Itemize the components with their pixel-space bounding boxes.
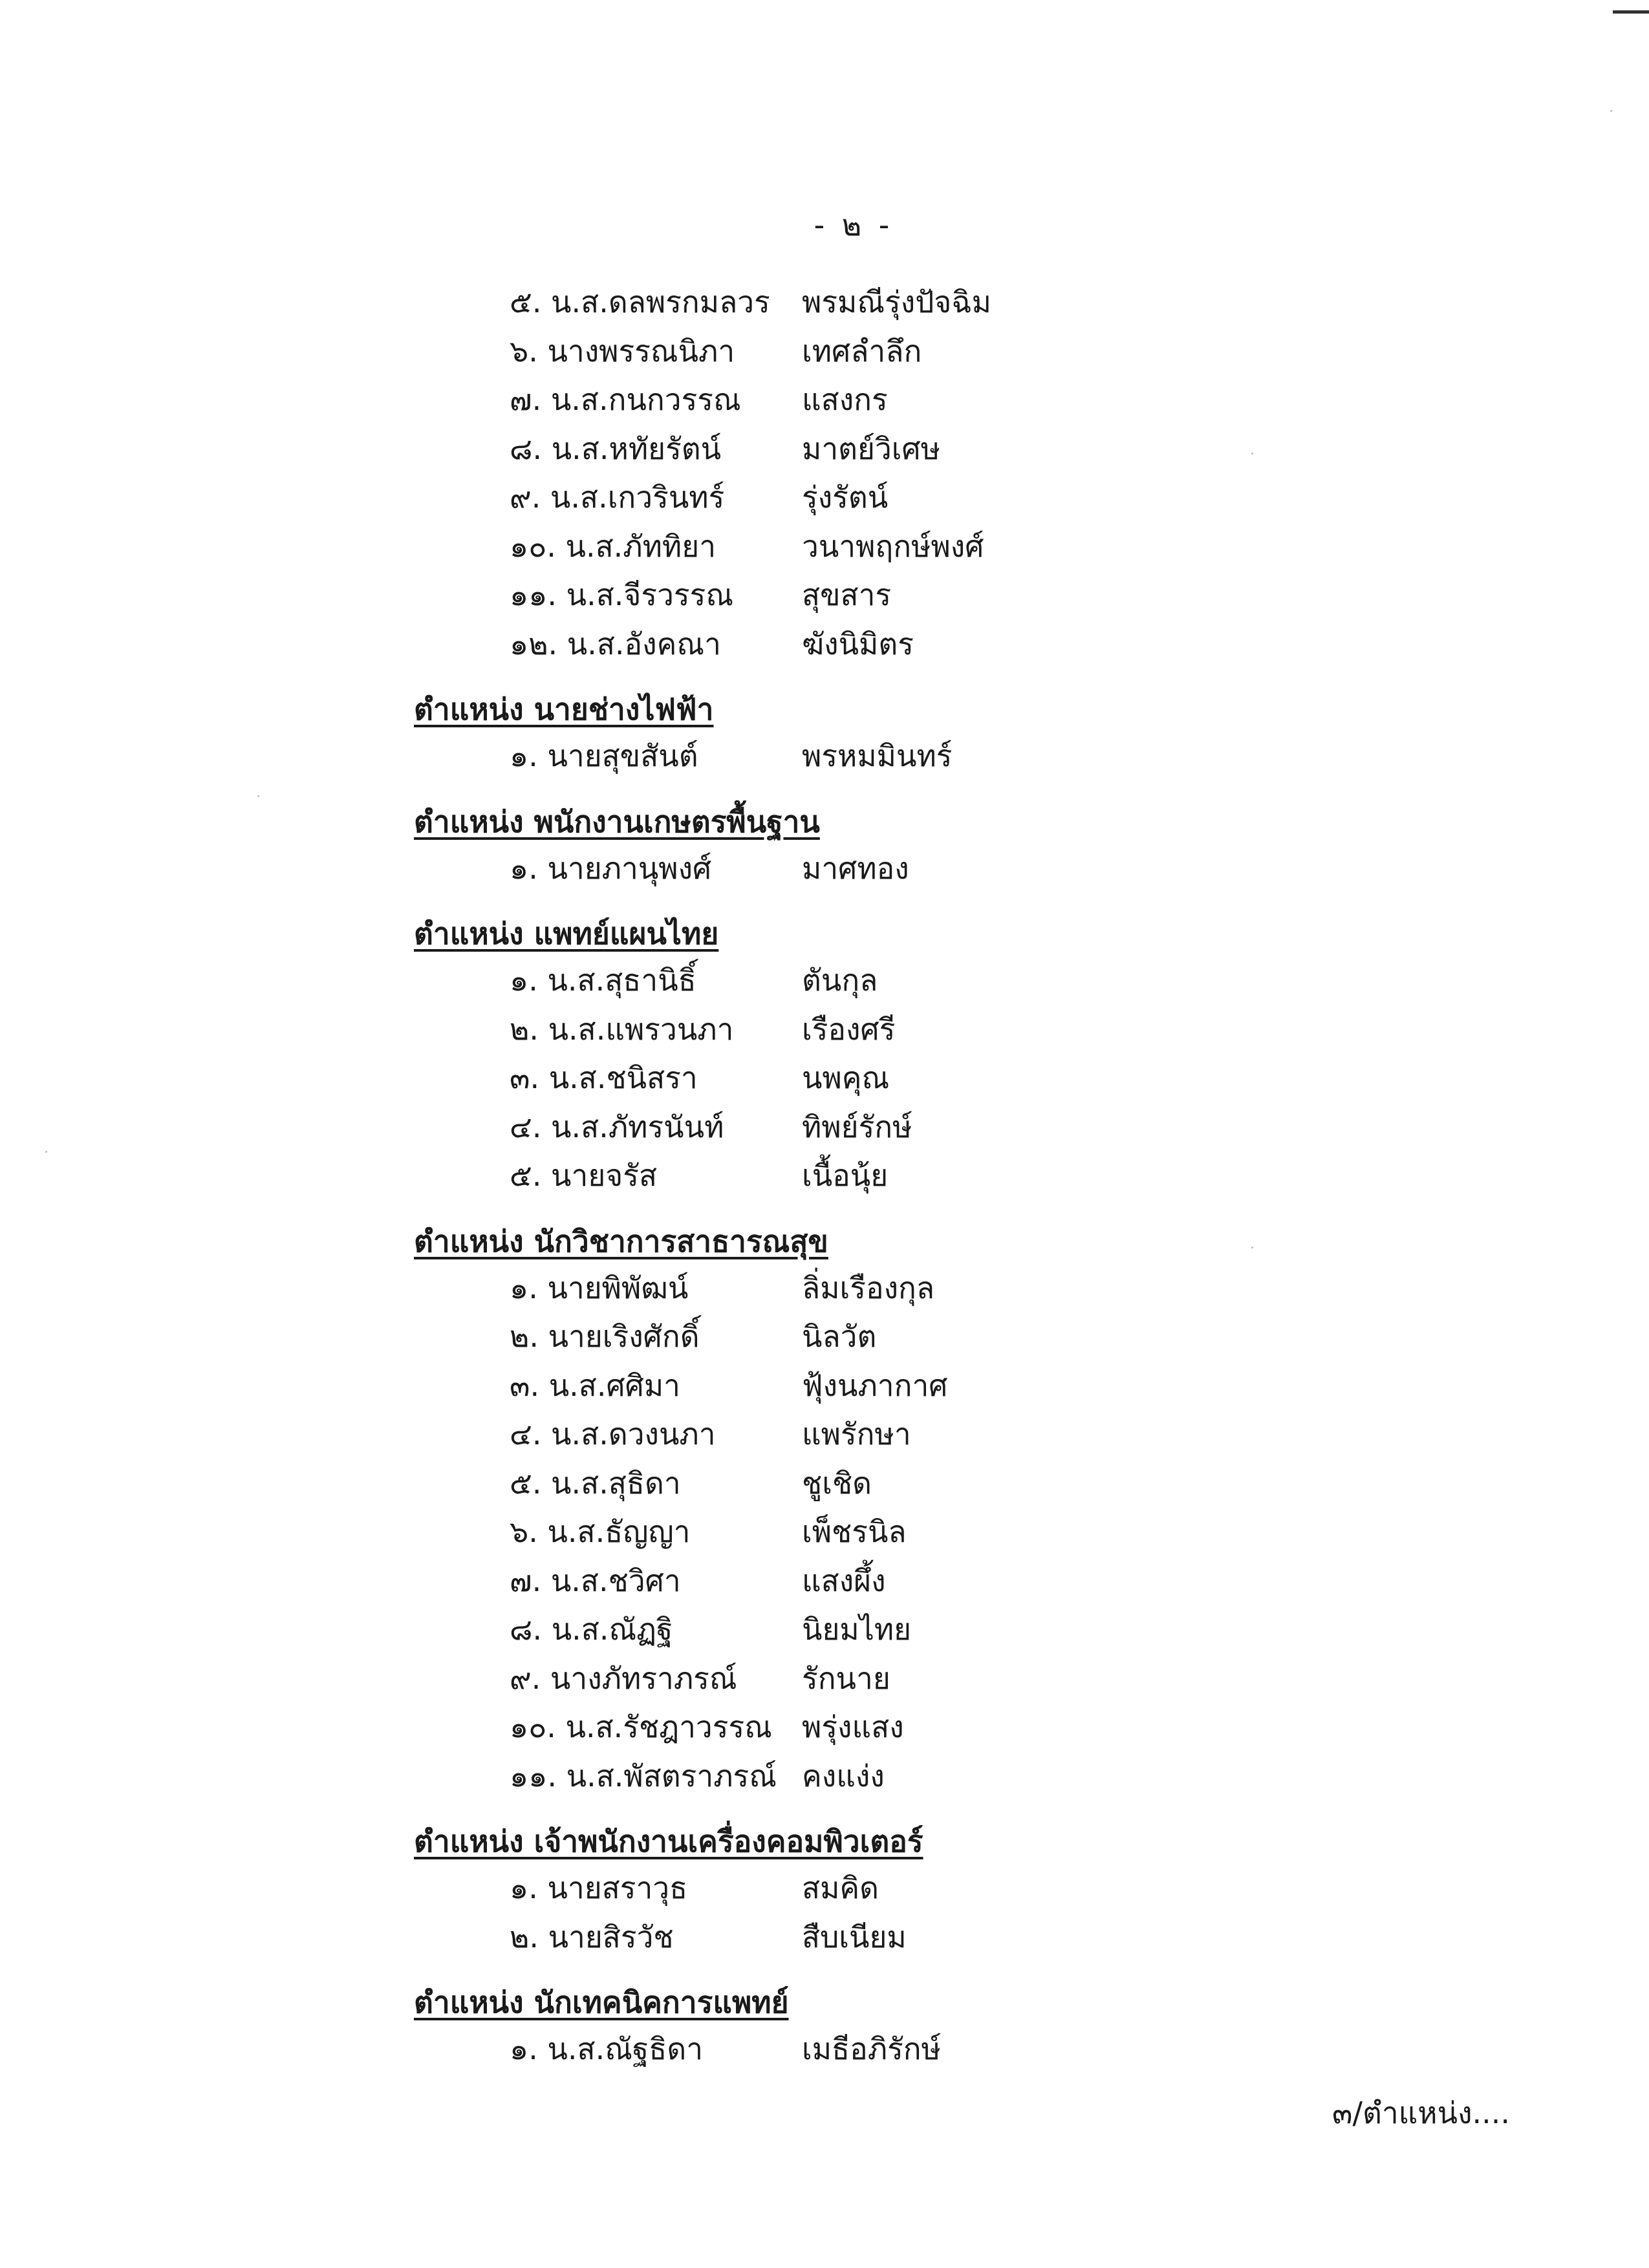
person-surname: แสงผึ้ง: [802, 1563, 886, 1598]
person-surname: ฆังนิมิตร: [802, 626, 914, 661]
person-name: ๑. นายสุขสันต์: [510, 738, 698, 773]
person-surname: ตันกุล: [802, 963, 878, 998]
person-surname: รุ่งรัตน์: [802, 480, 889, 515]
person-name: ๑. นายพิพัฒน์: [510, 1270, 689, 1305]
section-agriculture-worker: [414, 799, 1578, 893]
list-item: [414, 1459, 1578, 1508]
scan-speck: [1610, 110, 1612, 112]
person-surname: พรมณีรุ่งปัจฉิม: [802, 284, 992, 319]
person-surname: ลิ่มเรืองกุล: [802, 1270, 935, 1305]
person-name: ๒. นายสิรวัช: [510, 1919, 674, 1954]
list-item: [414, 1151, 1578, 1201]
list-item: [414, 956, 1578, 1005]
person-surname: นิลวัต: [802, 1319, 877, 1354]
person-surname: สืบเนียม: [802, 1919, 907, 1954]
person-surname: เพ็ชรนิล: [802, 1514, 907, 1549]
scan-speck: [1251, 453, 1253, 455]
person-name: ๖. นางพรรณนิภา: [510, 333, 735, 369]
person-surname: มาศทอง: [802, 850, 909, 886]
person-name: ๙. นางภัทราภรณ์: [510, 1660, 737, 1696]
person-name: ๖. น.ส.ธัญญา: [510, 1514, 691, 1549]
list-item: [414, 1752, 1578, 1801]
list-item: [414, 1264, 1578, 1313]
person-surname: มาตย์วิเศษ: [802, 431, 941, 466]
person-name: ๑๑. น.ส.จีรวรรณ: [510, 577, 733, 612]
continuation-marker: ๓/ตำแหน่ง....: [1332, 2095, 1511, 2130]
person-name: ๔. น.ส.ภัทรนันท์: [510, 1109, 724, 1144]
list-item: [414, 1054, 1578, 1103]
person-name: ๕. นายจรัส: [510, 1158, 658, 1193]
person-name: ๒. นายเริงศักดิ์: [510, 1319, 700, 1354]
person-name: ๙. น.ส.เกวรินทร์: [510, 480, 725, 515]
person-surname: นิยมไทย: [802, 1612, 912, 1647]
scan-speck: [45, 1151, 47, 1153]
person-surname: เทศลำลึก: [802, 333, 922, 369]
list-item: [414, 1508, 1578, 1557]
section-title: ตำแหน่ง นักเทคนิคการแพทย์: [414, 1985, 789, 2020]
list-item: [414, 620, 1578, 669]
section-electrician: [414, 687, 1578, 781]
section-continued-list: [414, 278, 1578, 669]
person-name: ๗. น.ส.กนกวรรณ: [510, 382, 741, 417]
person-name: ๓. น.ส.ชนิสรา: [510, 1060, 698, 1095]
list-item: [414, 1864, 1578, 1913]
section-title: ตำแหน่ง นายช่างไฟฟ้า: [414, 692, 714, 727]
section-title: ตำแหน่ง นักวิชาการสาธารณสุข: [414, 1223, 828, 1259]
person-surname: แพรักษา: [802, 1417, 911, 1451]
person-name: ๑๐. น.ส.รัชฎาวรรณ: [510, 1709, 772, 1744]
list-item: [414, 278, 1578, 327]
person-name: ๑๑. น.ส.พัสตราภรณ์: [510, 1758, 777, 1793]
person-surname: สุขสาร: [802, 577, 892, 612]
person-name: ๑. นายภานุพงศ์: [510, 850, 712, 886]
section-computer-officer: [414, 1819, 1578, 1962]
scan-speck: [1251, 1246, 1253, 1248]
person-surname: คงแง่ง: [802, 1758, 885, 1793]
section-title: ตำแหน่ง แพทย์แผนไทย: [414, 916, 719, 951]
person-surname: รักนาย: [802, 1660, 890, 1696]
person-surname: ทิพย์รักษ์: [802, 1109, 912, 1144]
person-surname: สมคิด: [802, 1870, 879, 1905]
person-name: ๕. น.ส.สุธิดา: [510, 1465, 681, 1501]
list-item: [414, 425, 1578, 474]
person-name: ๕. น.ส.ดลพรกมลวร: [510, 284, 770, 319]
section-thai-traditional-doctor: [414, 911, 1578, 1201]
list-item: [414, 732, 1578, 781]
section-public-health-officer: [414, 1219, 1578, 1801]
person-surname: พรหมมินทร์: [802, 738, 953, 773]
person-name: ๘. น.ส.ณัฏฐิ: [510, 1612, 673, 1647]
list-item: [414, 327, 1578, 376]
list-item: [414, 844, 1578, 893]
person-surname: เมธีอภิรักษ์: [802, 2031, 941, 2066]
list-item: [414, 1605, 1578, 1654]
person-name: ๔. น.ส.ดวงนภา: [510, 1417, 716, 1451]
page-number: - ๒ -: [814, 208, 894, 242]
person-name: ๗. น.ส.ชวิศา: [510, 1563, 681, 1598]
person-name: ๑. นายสราวุธ: [510, 1870, 688, 1905]
section-title: ตำแหน่ง เจ้าพนักงานเครื่องคอมพิวเตอร์: [414, 1824, 923, 1859]
person-surname: แสงกร: [802, 382, 888, 417]
section-title: ตำแหน่ง พนักงานเกษตรพื้นฐาน: [414, 804, 820, 839]
person-surname: ฟุ้งนภากาศ: [802, 1367, 948, 1403]
scan-corner-mark: [1613, 10, 1649, 14]
list-item: [414, 1005, 1578, 1054]
list-item: [414, 376, 1578, 425]
document-body: [414, 278, 1578, 2074]
list-item: [414, 1557, 1578, 1606]
person-name: ๑๐. น.ส.ภัททิยา: [510, 528, 717, 564]
list-item: [414, 473, 1578, 522]
list-item: [414, 1312, 1578, 1362]
list-item: [414, 1703, 1578, 1752]
section-medical-technologist: [414, 1980, 1578, 2074]
scan-speck: [257, 795, 259, 797]
person-surname: นพคุณ: [802, 1060, 890, 1095]
person-surname: ชูเชิด: [802, 1465, 872, 1501]
list-item: [414, 522, 1578, 572]
list-item: [414, 1913, 1578, 1962]
list-item: [414, 1103, 1578, 1152]
list-item: [414, 571, 1578, 620]
person-name: ๑. น.ส.สุธานิธิ์: [510, 963, 696, 998]
person-name: ๑๒. น.ส.อังคณา: [510, 626, 721, 661]
person-surname: เนื้อนุ้ย: [802, 1158, 889, 1193]
person-name: ๒. น.ส.แพรวนภา: [510, 1011, 734, 1047]
list-item: [414, 1410, 1578, 1459]
list-item: [414, 2025, 1578, 2074]
person-surname: เรืองศรี: [802, 1011, 896, 1047]
list-item: [414, 1362, 1578, 1411]
person-surname: วนาพฤกษ์พงศ์: [802, 528, 984, 564]
person-name: ๘. น.ส.หทัยรัตน์: [510, 431, 722, 466]
person-surname: พรุ่งแสง: [802, 1709, 904, 1744]
list-item: [414, 1654, 1578, 1704]
person-name: ๑. น.ส.ณัฐธิดา: [510, 2031, 704, 2066]
person-name: ๓. น.ส.ศศิมา: [510, 1367, 681, 1403]
